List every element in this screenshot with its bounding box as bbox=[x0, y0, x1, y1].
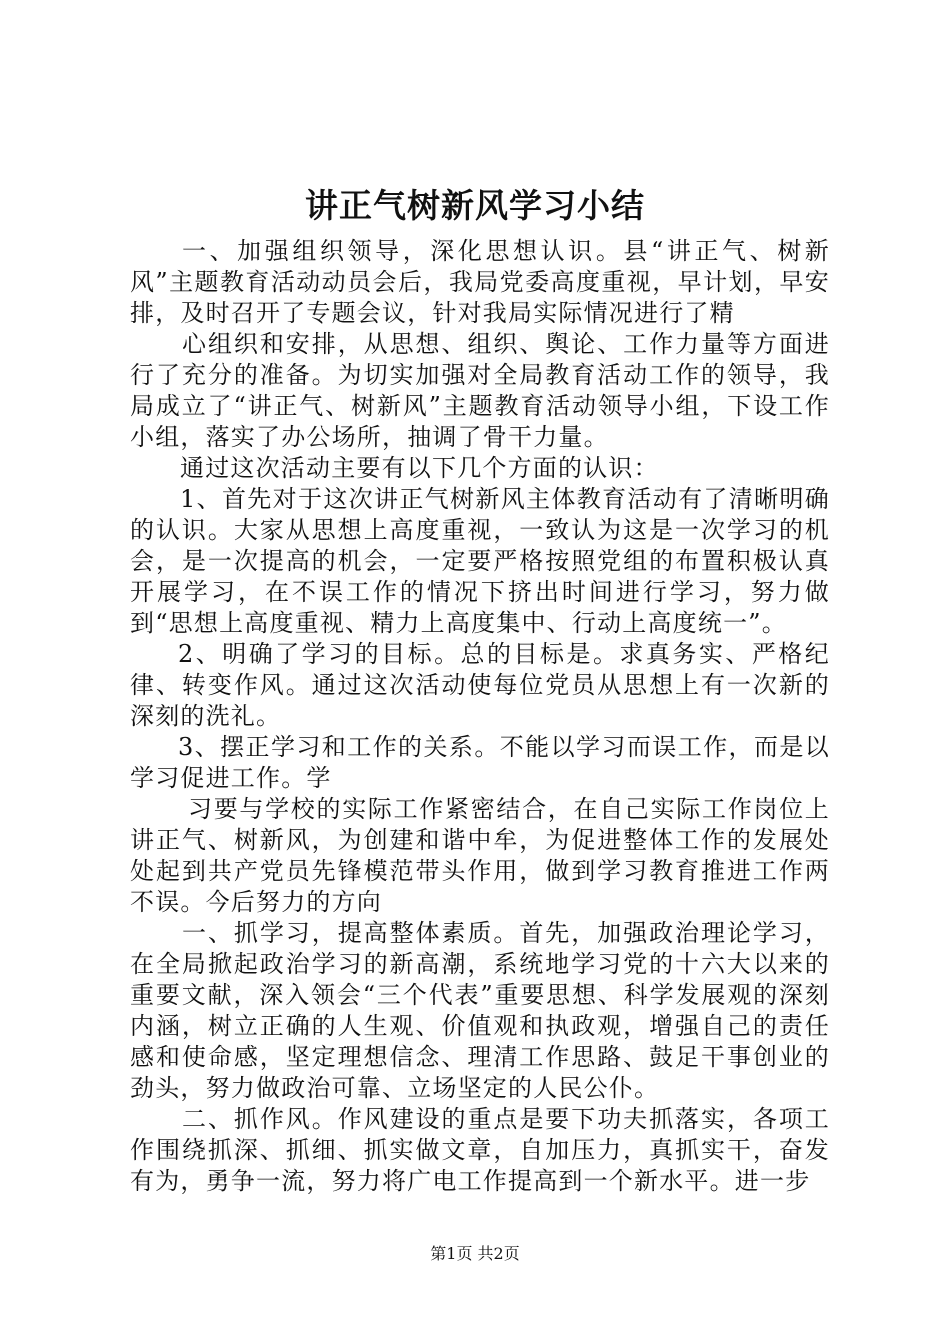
paragraph: 二、抓作风。作风建设的重点是要下功夫抓落实，各项工作围绕抓深、抓细、抓实做文章，自加压力，真抓实干，奋发有为，勇争一流，努力将广电工作提高到一个新水平。进一步 bbox=[130, 1105, 830, 1195]
paragraph: 通过这次活动主要有以下几个方面的认识： bbox=[180, 454, 659, 482]
paragraph: 1、首先对于这次讲正气树新风主体教育活动有了清晰明确的认识。大家从思想上高度重视，一致认为这是一次学习的机会，是一次提高的机会，一定要严格按照党组的布置积极认真开展学习，在不误工作的情况下挤出时间进行学习，努力做到“思想上高度重视、精力上高度集中、行动上高度统一”。 bbox=[130, 485, 830, 637]
paragraph: 3、摆正学习和工作的关系。不能以学习而误工作，而是以学习促进工作。学 bbox=[130, 733, 830, 792]
document-body bbox=[130, 236, 830, 1197]
paragraph: 一、加强组织领导，深化思想认识。县“讲正气、树新风”主题教育活动动员会后，我局党委高度重视，早计划，早安排，及时召开了专题会议，针对我局实际情况进行了精 bbox=[130, 237, 830, 327]
document-title: 讲正气树新风学习小结 bbox=[305, 186, 645, 225]
paragraph: 一、抓学习，提高整体素质。首先，加强政治理论学习，在全局掀起政治学习的新高潮，系统地学习党的十六大以来的重要文献，深入领会“三个代表”重要思想、科学发展观的深刻内涵，树立正确的人生观、价值观和执政观，增强自己的责任感和使命感，坚定理想信念、理清工作思路、鼓足干事创业的劲头，努力做政治可靠、立场坚定的人民公仆。 bbox=[130, 919, 830, 1102]
page-number-footer: 第1页 共2页 bbox=[430, 1244, 520, 1263]
paragraph: 心组织和安排，从思想、组织、舆论、工作力量等方面进行了充分的准备。为切实加强对全局教育活动工作的领导，我局成立了“讲正气、树新风”主题教育活动领导小组，下设工作小组，落实了办公场所，抽调了骨干力量。 bbox=[130, 330, 830, 451]
paragraph: 习要与学校的实际工作紧密结合，在自己实际工作岗位上讲正气、树新风，为创建和谐中牟，为促进整体工作的发展处处起到共产党员先锋模范带头作用，做到学习教育推进工作两不误。今后努力的方向 bbox=[130, 795, 830, 916]
paragraph: 2、明确了学习的目标。总的目标是。求真务实、严格纪律、转变作风。通过这次活动使每位党员从思想上有一次新的深刻的洗礼。 bbox=[130, 640, 830, 730]
